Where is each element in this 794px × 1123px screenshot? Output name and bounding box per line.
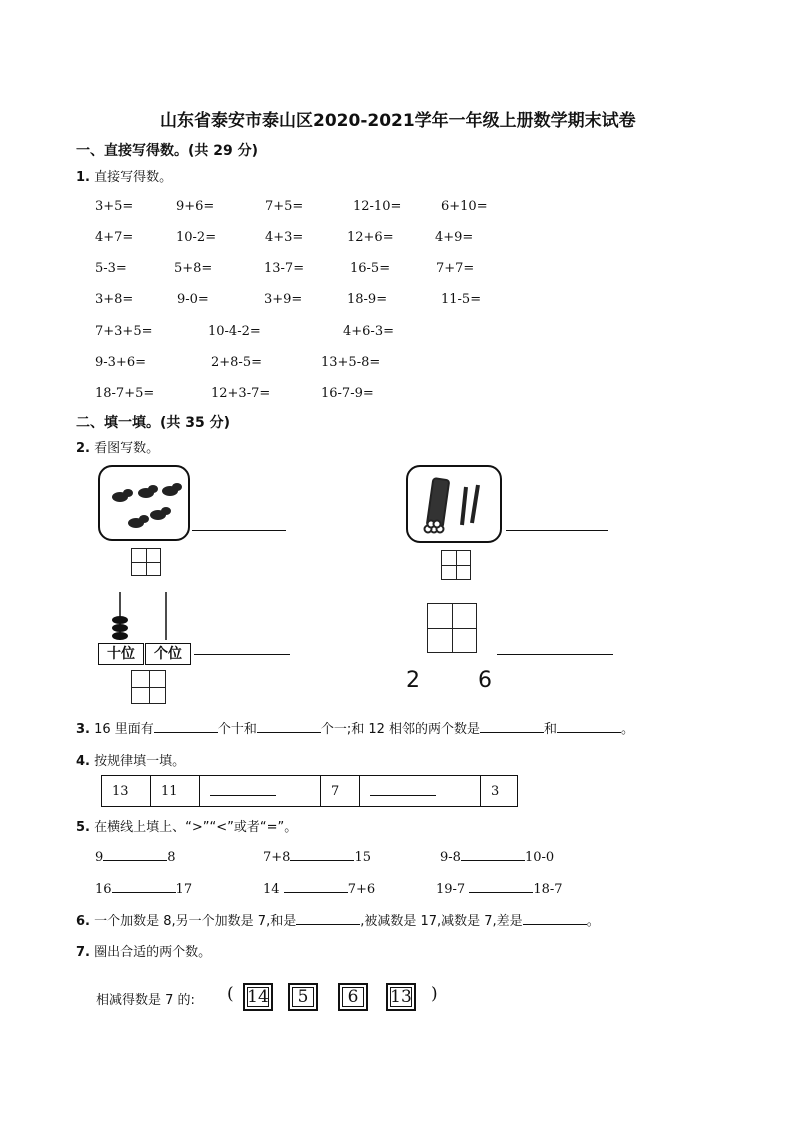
sequence-table — [101, 775, 518, 807]
calc-item: 18-9= — [347, 292, 388, 307]
fish-icon — [100, 467, 188, 539]
question-text: 看图写数。 — [94, 441, 160, 456]
close-paren: ) — [431, 984, 438, 1004]
answer-blank[interactable] — [154, 720, 218, 733]
question-1 — [76, 166, 172, 185]
calc-item: 4+3= — [265, 230, 304, 245]
question-3 — [76, 718, 634, 737]
calc-item: 10-4-2= — [208, 324, 261, 339]
question-text-part: 。 — [586, 914, 600, 929]
question-6 — [76, 910, 600, 929]
question-text-part: ,被减数是 17,减数是 7,差是 — [360, 914, 523, 929]
question-text-part: 。 — [621, 722, 635, 737]
calc-item: 18-7+5= — [95, 386, 155, 401]
question-number: 1. — [76, 170, 90, 185]
bundle-of-sticks-icon — [408, 467, 500, 541]
calc-item: 3+8= — [95, 292, 134, 307]
calc-item: 4+9= — [435, 230, 474, 245]
question-5 — [76, 816, 297, 835]
calc-item: 13+5-8= — [321, 355, 381, 370]
calc-item: 9-3+6= — [95, 355, 146, 370]
compare-item: 16 17 — [95, 882, 193, 897]
number-card[interactable]: 6 — [338, 983, 368, 1011]
question-number: 5. — [76, 820, 90, 835]
calc-item: 6+10= — [441, 199, 488, 214]
digit-two: 2 — [406, 668, 420, 693]
calc-item: 5+8= — [174, 261, 213, 276]
digit-box[interactable] — [427, 603, 477, 653]
section-1-heading: 一、直接写得数。(共 29 分) — [76, 143, 259, 159]
calc-item: 13-7= — [264, 261, 305, 276]
question-text-part: 个十和 — [217, 722, 257, 737]
compare-blank[interactable] — [112, 880, 176, 893]
question-7 — [76, 941, 211, 960]
fish-picture — [98, 465, 190, 541]
number-card[interactable]: 13 — [386, 983, 416, 1011]
calc-item: 4+6-3= — [343, 324, 394, 339]
answer-line[interactable] — [497, 654, 613, 655]
answer-line[interactable] — [506, 530, 608, 531]
compare-item: 14 7+6 — [263, 882, 376, 897]
sequence-cell: 11 — [151, 776, 200, 807]
calc-item: 12-10= — [353, 199, 402, 214]
answer-blank[interactable] — [257, 720, 321, 733]
sticks-picture — [406, 465, 502, 543]
open-paren: ( — [227, 984, 234, 1004]
calc-item: 9-0= — [177, 292, 209, 307]
question-text: 在横线上填上、“>”“<”或者“=”。 — [94, 820, 298, 835]
calc-item: 9+6= — [176, 199, 215, 214]
subtraction-prompt: 相减得数是 7 的: — [96, 993, 195, 1008]
question-text-part: 一个加数是 8,另一个加数是 7,和是 — [94, 914, 297, 929]
calc-item: 16-5= — [350, 261, 391, 276]
ones-place-label: 个位 — [145, 643, 191, 665]
question-number: 6. — [76, 914, 90, 929]
question-number: 7. — [76, 945, 90, 960]
tens-place-label: 十位 — [98, 643, 144, 665]
calc-item: 7+5= — [265, 199, 304, 214]
sequence-blank-cell[interactable] — [200, 776, 321, 807]
question-text: 圈出合适的两个数。 — [94, 945, 212, 960]
number-card[interactable]: 14 — [243, 983, 273, 1011]
compare-blank[interactable] — [461, 848, 525, 861]
compare-blank[interactable] — [469, 880, 533, 893]
calc-item: 5-3= — [95, 261, 127, 276]
calc-item: 10-2= — [176, 230, 217, 245]
compare-item: 9-8 10-0 — [440, 850, 555, 865]
page-title: 山东省泰安市泰山区2020-2021学年一年级上册数学期末试卷 — [160, 111, 636, 131]
digit-box[interactable] — [441, 550, 471, 580]
question-text: 按规律填一填。 — [94, 754, 186, 769]
question-number: 3. — [76, 722, 90, 737]
answer-blank[interactable] — [480, 720, 544, 733]
sequence-blank-cell[interactable] — [360, 776, 481, 807]
digit-box[interactable] — [131, 670, 166, 704]
calc-item: 7+7= — [436, 261, 475, 276]
question-number: 2. — [76, 441, 90, 456]
calc-item: 3+5= — [95, 199, 134, 214]
section-2-heading: 二、填一填。(共 35 分) — [76, 415, 231, 431]
calc-item: 12+3-7= — [211, 386, 271, 401]
answer-blank[interactable] — [523, 912, 587, 925]
compare-item: 7+8 15 — [263, 850, 371, 865]
digit-six: 6 — [478, 668, 492, 693]
number-card[interactable]: 5 — [288, 983, 318, 1011]
answer-line[interactable] — [194, 654, 290, 655]
sequence-cell: 3 — [481, 776, 518, 807]
sequence-cell: 13 — [102, 776, 151, 807]
question-text-part: 个一;和 12 相邻的两个数是 — [320, 722, 481, 737]
question-2 — [76, 437, 159, 456]
answer-blank[interactable] — [557, 720, 621, 733]
calc-item: 7+3+5= — [95, 324, 153, 339]
calc-item: 4+7= — [95, 230, 134, 245]
calc-item: 2+8-5= — [211, 355, 262, 370]
compare-blank[interactable] — [284, 880, 348, 893]
compare-blank[interactable] — [103, 848, 167, 861]
calc-item: 16-7-9= — [321, 386, 374, 401]
digit-box[interactable] — [131, 548, 161, 576]
sequence-cell: 7 — [321, 776, 360, 807]
calc-item: 12+6= — [347, 230, 394, 245]
answer-blank[interactable] — [296, 912, 360, 925]
question-4 — [76, 750, 185, 769]
question-number: 4. — [76, 754, 90, 769]
question-text-part: 16 里面有 — [94, 722, 154, 737]
question-text-part: 和 — [544, 722, 558, 737]
compare-item: 9 8 — [95, 850, 176, 865]
calc-item: 3+9= — [264, 292, 303, 307]
compare-item: 19-7 18-7 — [436, 882, 563, 897]
abacus-icon — [98, 590, 194, 642]
compare-blank[interactable] — [290, 848, 354, 861]
calc-item: 11-5= — [441, 292, 482, 307]
question-text: 直接写得数。 — [94, 170, 173, 185]
answer-line[interactable] — [192, 530, 286, 531]
